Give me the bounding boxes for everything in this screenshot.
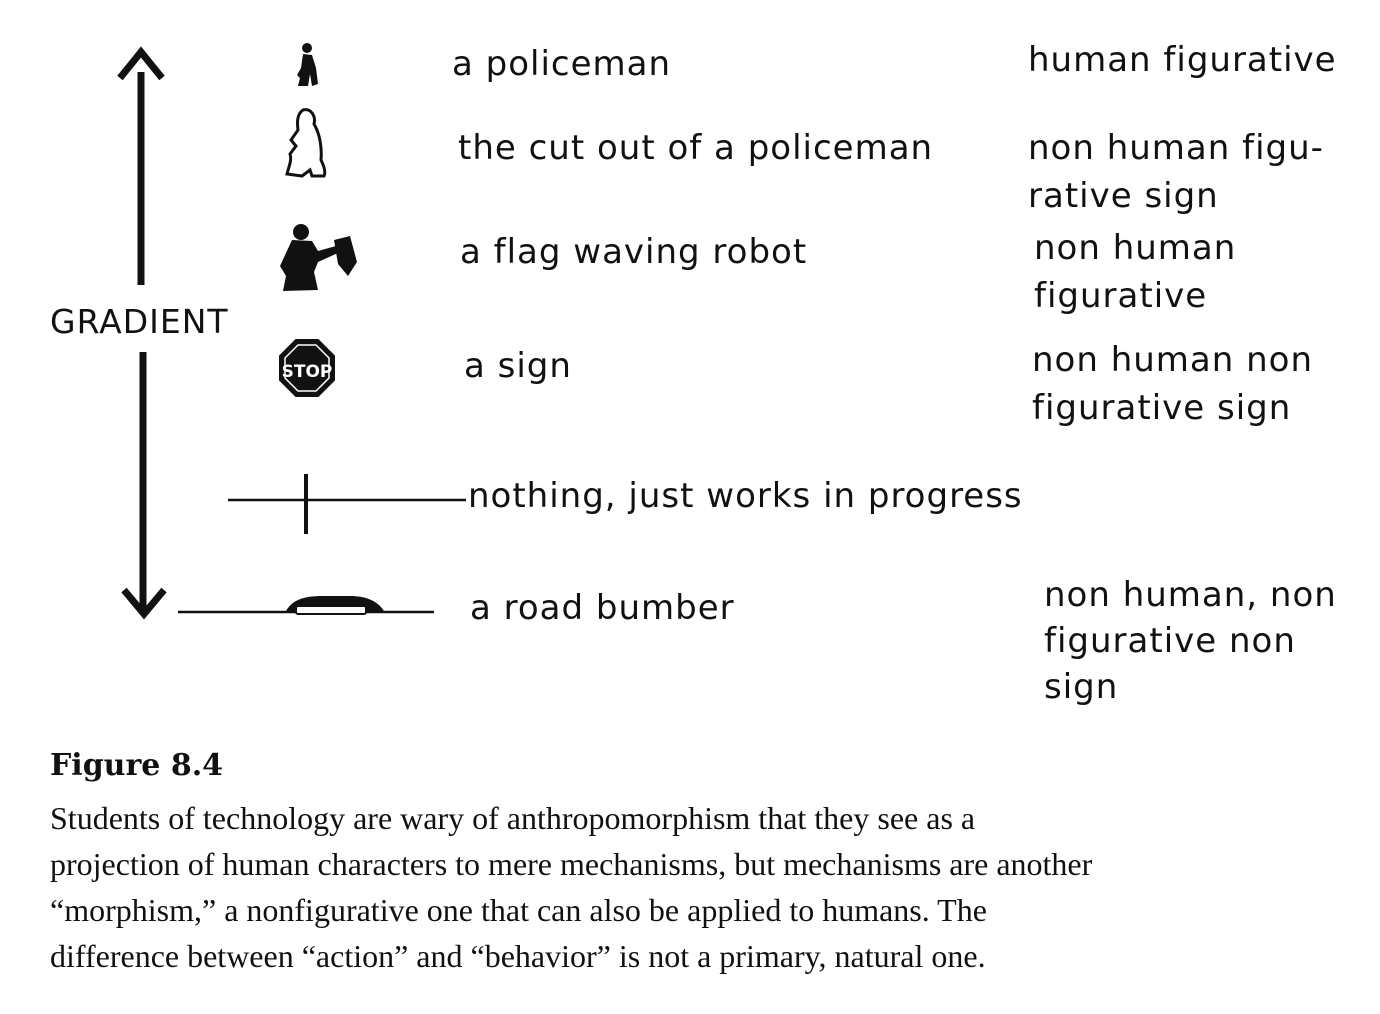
category-line: non human non xyxy=(1032,340,1314,380)
row-label-cutout: the cut out of a policeman xyxy=(458,128,934,168)
flag-waving-robot-icon xyxy=(280,224,357,291)
row-label-robot: a flag waving robot xyxy=(460,232,808,272)
row-label-nothing: nothing, just works in progress xyxy=(468,476,1023,516)
figure-caption xyxy=(50,795,1350,979)
road-bump-icon xyxy=(178,596,434,614)
category-line: non human, non xyxy=(1044,575,1337,615)
category-line: figurative non xyxy=(1044,621,1296,661)
category-sign xyxy=(1032,336,1313,432)
stop-sign-text: STOP xyxy=(281,362,333,382)
category-line: human figurative xyxy=(1028,40,1337,80)
category-line: figurative xyxy=(1034,276,1208,316)
row-label-sign: a sign xyxy=(464,346,572,386)
caption-line: difference between “action” and “behavior” is not a primary, natural one. xyxy=(50,938,986,974)
policeman-cutout-icon xyxy=(287,110,325,176)
figure-title: Figure 8.4 xyxy=(50,748,224,783)
category-policeman xyxy=(1028,36,1337,84)
category-cutout xyxy=(1028,124,1324,220)
row-label-road-bump: a road bumber xyxy=(470,588,735,628)
category-line: non human figu- xyxy=(1028,128,1324,168)
gradient-label: GRADIENT xyxy=(50,302,229,341)
category-line: figurative sign xyxy=(1032,388,1292,428)
category-line: rative sign xyxy=(1028,176,1219,216)
work-marker-icon xyxy=(228,474,466,534)
caption-line: “morphism,” a nonfigurative one that can also be applied to humans. The xyxy=(50,892,987,928)
caption-line: Students of technology are wary of anthropomorphism that they see as a xyxy=(50,800,976,836)
category-road-bump xyxy=(1044,572,1337,710)
policeman-figure-icon xyxy=(297,43,318,86)
category-robot xyxy=(1034,224,1236,320)
stop-sign-icon xyxy=(280,340,334,396)
category-line: sign xyxy=(1044,667,1119,707)
row-label-policeman: a policeman xyxy=(452,44,672,84)
category-line: non human xyxy=(1034,228,1237,268)
caption-line: projection of human characters to mere mechanisms, but mechanisms are another xyxy=(50,846,1093,882)
